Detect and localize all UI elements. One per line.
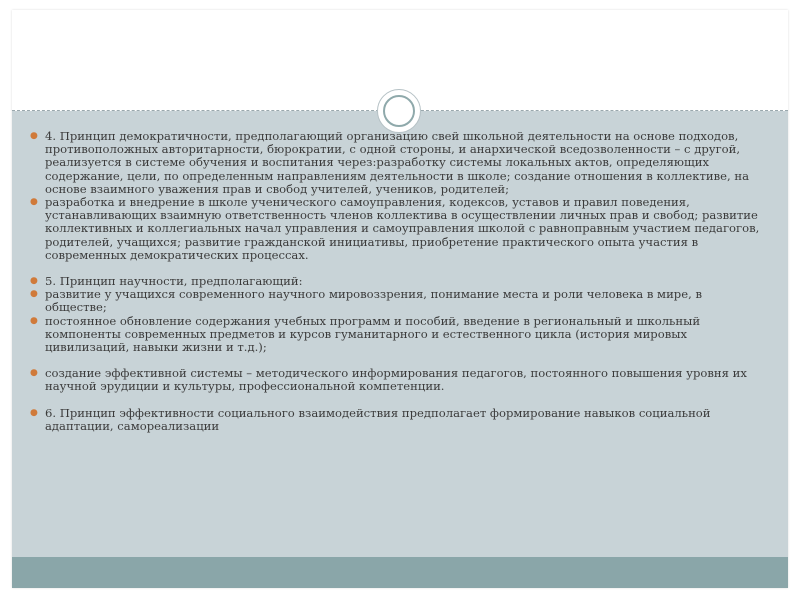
list-item-text: разработка и внедрение в школе ученического самоуправления, кодексов, уставов и правил поведения, устанавливающих взаимную ответственность членов коллектива в осуществлении личных прав и свобод; развитие коллективных и коллегиальных начал управления и самоуправления школой с равноправным участием педагогов, родителей, учащихся; развитие гражданской инициативы, приобретение практического опыта участия в современных демократических процессах. [45,195,760,262]
footer-bar [12,557,788,588]
slide-content-list [30,130,760,433]
list-item-text: создание эффективной системы – методического информирования педагогов, постоянного повышения уровня их научной эрудиции и культуры, профессиональной компетенции. [45,366,747,394]
list-item-text: 6. Принцип эффективности социального взаимодействия предполагает формирование навыков социальной адаптации, самореализации [45,405,711,433]
list-item [30,407,760,433]
list-item-text: развитие у учащихся современного научного мировоззрения, понимание места и роли человека в мире, в обществе; [45,287,702,315]
bullet-icon: ● [30,197,38,208]
list-item-text: 4. Принцип демократичности, предполагающий организацию свей школьной деятельности на основе подходов, противоположных авторитарности, бюрократии, с одной стороны, и анархической вседозволенности – с другой, реализуется в системе обучения и воспитания через:разработку системы локальных актов, определяющих содержание, цели, по определенным направлениям деятельности в школе; создание отношения в коллективе, на основе взаимного уважения прав и свобод учителей, учеников, родителей; [45,129,750,196]
list-item-text: постоянное обновление содержания учебных программ и пособий, введение в региональный и школьный компоненты современных предметов и курсов гуманитарного и естественного цикла (история мировых цивилизаций, навыки жизни и т.д.); [45,313,701,355]
decorative-circle-icon [377,89,421,133]
bullet-icon: ● [30,368,38,379]
list-item [30,288,760,314]
list-item [30,367,760,393]
bullet-icon: ● [30,315,38,326]
decorative-ring-icon [383,95,415,127]
bullet-icon: ● [30,131,38,141]
list-spacer [30,394,760,407]
list-item-text: 5. Принцип научности, предполагающий: [45,274,303,289]
list-item [30,196,760,262]
list-item [30,315,760,355]
bullet-icon: ● [30,276,38,287]
list-item [30,130,760,196]
bullet-icon: ● [30,289,38,300]
bullet-icon: ● [30,407,38,418]
